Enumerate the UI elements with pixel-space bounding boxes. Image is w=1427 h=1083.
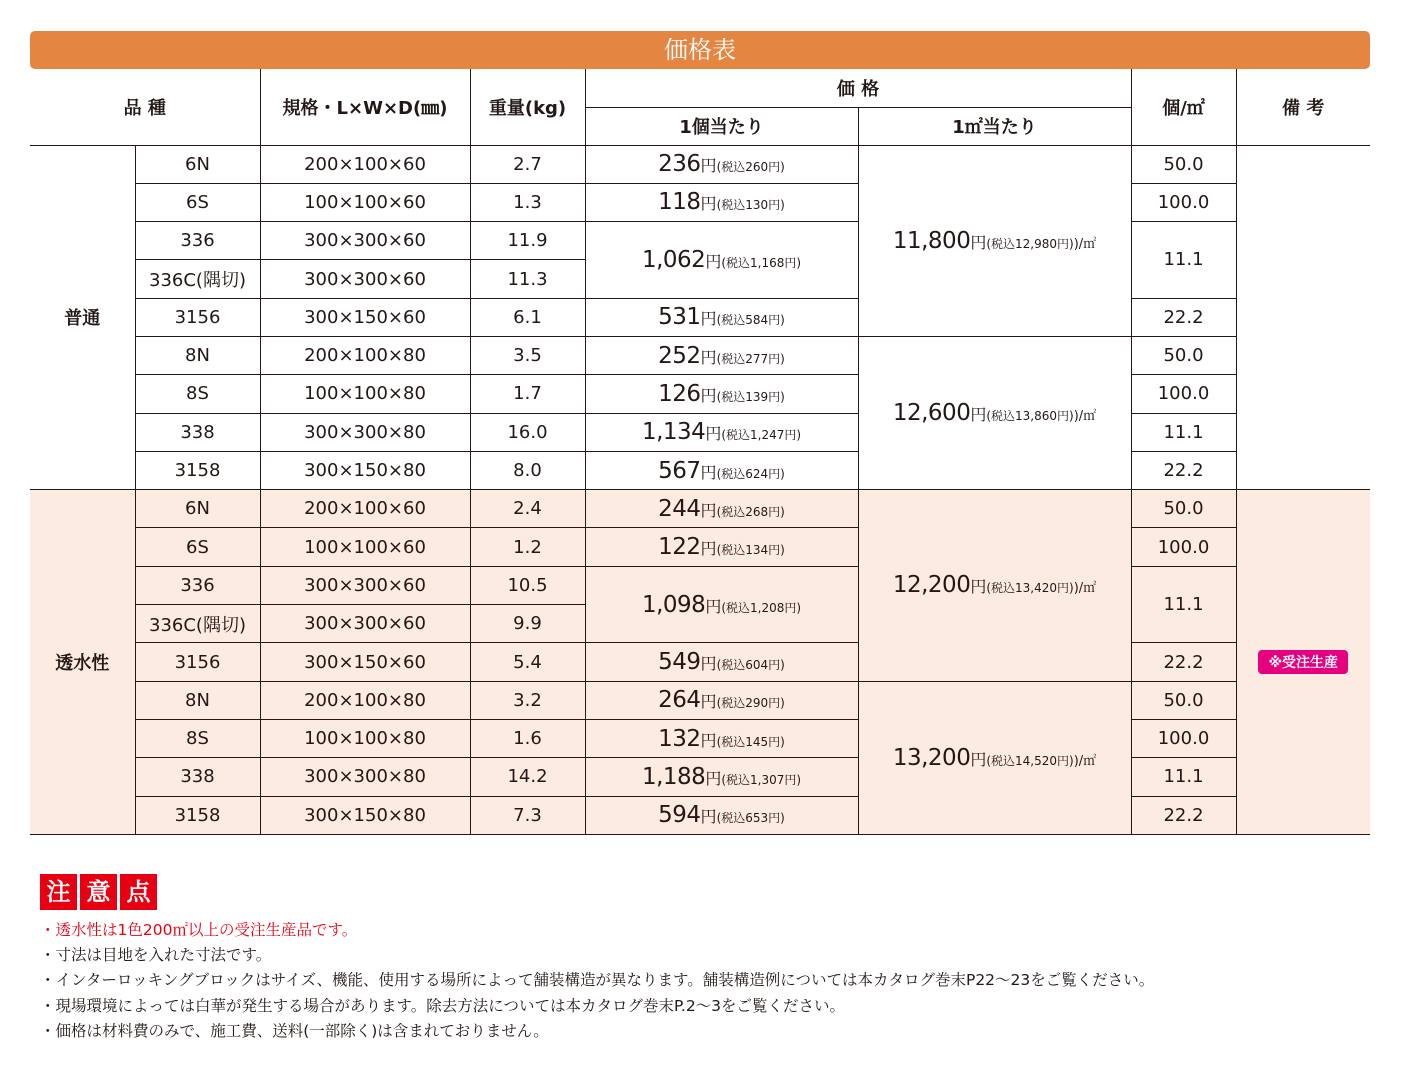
spec-cell: 300×300×60 [260,260,470,298]
variety-cell: 8N [135,336,260,374]
tax-included-price: (税込1,307円) [721,772,802,787]
yen-unit: 円 [700,156,717,176]
variety-cell: 3156 [135,643,260,681]
table-row [30,222,1370,260]
tax-included-price: (税込13,420円) [986,581,1074,596]
variety-cell: 6S [135,183,260,221]
spec-cell: 200×100×60 [260,145,470,183]
yen-unit: 円 [970,749,987,769]
pcs-cell: 50.0 [1131,681,1236,719]
table-row [30,145,1370,183]
spec-cell: 200×100×80 [260,681,470,719]
header-pcs-per-sqm: 個/㎡ [1131,69,1236,145]
price-table-title: 価格表 [30,31,1370,69]
price-per-piece-cell [585,413,858,451]
group-name: 普通 [30,145,135,490]
yen-unit: 円 [700,309,717,329]
note-item: ・寸法は目地を入れた寸法です。 [40,946,272,965]
variety-cell: 3156 [135,298,260,336]
variety-cell: 3158 [135,796,260,834]
tax-included-price: (税込14,520円) [986,753,1074,768]
yen-unit: 円 [705,596,722,616]
weight-cell: 1.3 [470,183,585,221]
yen-unit: 円 [705,251,722,271]
header-per-sqm: 1㎡当たり [858,107,1131,145]
price-value: 12,200 [892,572,971,599]
tax-included-price: (税込13,860円) [986,409,1074,424]
price-value: 1,098 [641,591,706,618]
tax-included-price: (税込290円) [716,696,785,711]
price-value: 132 [658,725,701,752]
table-row [30,183,1370,221]
spec-cell: 300×150×80 [260,451,470,489]
weight-cell: 16.0 [470,413,585,451]
price-value: 118 [658,189,701,216]
weight-cell: 2.4 [470,490,585,528]
per-sqm-unit: )/㎡ [1073,581,1097,597]
tax-included-price: (税込604円) [716,658,785,672]
price-per-piece-cell [585,643,858,681]
price-per-piece-cell [585,375,858,413]
price-value: 11,800 [892,227,971,254]
spec-cell: 100×100×80 [260,719,470,757]
tax-included-price: (税込584円) [716,313,785,328]
yen-unit: 円 [705,768,722,788]
pcs-cell: 100.0 [1131,183,1236,221]
variety-cell: 6N [135,490,260,528]
yen-unit: 円 [700,347,717,367]
pcs-cell: 11.1 [1131,758,1236,796]
variety-cell: 6N [135,145,260,183]
price-value: 244 [658,495,701,522]
table-row [30,413,1370,451]
yen-unit: 円 [705,424,722,444]
weight-cell: 1.2 [470,528,585,566]
price-per-piece-cell [585,183,858,221]
price-per-sqm-cell [858,336,1131,489]
price-per-piece-cell [585,490,858,528]
weight-cell: 14.2 [470,758,585,796]
pcs-cell: 22.2 [1131,643,1236,681]
tax-included-price: (税込1,168円) [721,255,802,270]
spec-cell: 300×150×80 [260,796,470,834]
variety-cell: 338 [135,413,260,451]
notes-section [40,874,1340,1044]
variety-cell: 8S [135,375,260,413]
table-row [30,490,1370,528]
weight-cell: 9.9 [470,605,585,643]
note-item: ・透水性は1色200㎡以上の受注生産品です。 [40,921,358,939]
tax-included-price: (税込130円) [716,198,785,213]
header-per-piece: 1個当たり [585,107,858,145]
per-sqm-unit: )/㎡ [1073,236,1097,252]
pcs-cell: 11.1 [1131,222,1236,299]
header-price: 価 格 [585,69,1131,107]
table-row [30,566,1370,604]
yen-unit: 円 [700,692,717,712]
price-value: 12,600 [892,400,971,427]
weight-cell: 3.5 [470,336,585,374]
yen-unit: 円 [970,405,987,425]
pcs-cell: 22.2 [1131,298,1236,336]
variety-cell: 336C(隅切) [135,605,260,643]
pcs-cell: 22.2 [1131,796,1236,834]
tax-included-price: (税込260円) [716,160,785,175]
pcs-cell: 100.0 [1131,375,1236,413]
weight-cell: 2.7 [470,145,585,183]
variety-cell: 336C(隅切) [135,260,260,298]
price-value: 1,188 [641,763,706,790]
weight-cell: 10.5 [470,566,585,604]
table-row [30,375,1370,413]
price-value: 549 [658,649,701,675]
made-to-order-badge: ※受注生産 [1258,650,1348,674]
tax-included-price: (税込145円) [716,734,785,749]
group-name: 透水性 [30,490,135,835]
price-value: 264 [658,687,701,714]
pcs-cell: 50.0 [1131,490,1236,528]
spec-cell: 100×100×60 [260,183,470,221]
yen-unit: 円 [700,539,717,559]
price-per-sqm-cell [858,145,1131,336]
tax-included-price: (税込268円) [716,504,785,519]
table-row [30,451,1370,489]
spec-cell: 200×100×60 [260,490,470,528]
header-spec: 規格・L×W×D(㎜) [260,69,470,145]
spec-cell: 100×100×60 [260,528,470,566]
pcs-cell: 50.0 [1131,145,1236,183]
yen-unit: 円 [970,577,987,597]
note-item: ・現場環境によっては白華が発生する場合があります。除去方法については本カタログ巻末P.2〜3をご覧ください。 [40,996,846,1015]
header-weight: 重量(kg) [470,69,585,145]
yen-unit: 円 [970,232,987,252]
header-remarks: 備 考 [1236,69,1370,145]
weight-cell: 1.7 [470,375,585,413]
variety-cell: 336 [135,222,260,260]
price-per-piece-cell [585,145,858,183]
spec-cell: 300×300×60 [260,605,470,643]
price-value: 1,062 [641,246,706,273]
spec-cell: 300×300×80 [260,413,470,451]
per-sqm-unit: )/㎡ [1073,753,1097,769]
variety-cell: 6S [135,528,260,566]
price-per-piece-cell [585,298,858,336]
spec-cell: 300×300×60 [260,222,470,260]
price-value: 531 [658,304,701,331]
table-row [30,298,1370,336]
price-per-piece-cell [585,566,858,643]
variety-cell: 338 [135,758,260,796]
weight-cell: 11.9 [470,222,585,260]
price-value: 13,200 [892,744,971,771]
per-sqm-unit: )/㎡ [1073,409,1097,425]
pcs-cell: 100.0 [1131,719,1236,757]
table-row [30,681,1370,719]
table-row [30,796,1370,834]
table-row [30,719,1370,757]
weight-cell: 11.3 [470,260,585,298]
variety-cell: 8S [135,719,260,757]
price-value: 236 [658,151,701,178]
tax-included-price: (税込624円) [716,466,785,481]
price-value: 567 [658,457,701,484]
pcs-cell: 50.0 [1131,336,1236,374]
price-per-piece-cell [585,681,858,719]
variety-cell: 336 [135,566,260,604]
pcs-cell: 22.2 [1131,451,1236,489]
table-row [30,528,1370,566]
weight-cell: 8.0 [470,451,585,489]
remarks-cell [1236,490,1370,835]
price-value: 122 [658,534,701,561]
tax-included-price: (税込1,247円) [721,428,802,443]
weight-cell: 3.2 [470,681,585,719]
price-per-piece-cell [585,758,858,796]
price-per-piece-cell [585,719,858,757]
variety-cell: 3158 [135,451,260,489]
variety-cell: 8N [135,681,260,719]
yen-unit: 円 [700,385,717,405]
spec-cell: 300×300×60 [260,566,470,604]
table-row [30,336,1370,374]
price-per-piece-cell [585,528,858,566]
table-row [30,758,1370,796]
spec-cell: 200×100×80 [260,336,470,374]
weight-cell: 5.4 [470,643,585,681]
price-per-piece-cell [585,796,858,834]
yen-unit: 円 [700,654,717,673]
spec-cell: 300×150×60 [260,643,470,681]
tax-included-price: (税込139円) [716,389,785,404]
weight-cell: 6.1 [470,298,585,336]
weight-cell: 1.6 [470,719,585,757]
header-variety: 品 種 [30,69,260,145]
spec-cell: 300×150×60 [260,298,470,336]
spec-cell: 100×100×80 [260,375,470,413]
note-item: ・価格は材料費のみで、施工費、送料(一部除く)は含まれておりません。 [40,1021,549,1040]
price-per-piece-cell [585,336,858,374]
tax-included-price: (税込1,208円) [721,600,802,615]
price-value: 1,134 [641,419,706,446]
note-item: ・インターロッキングブロックはサイズ、機能、使用する場所によって舗装構造が異なります。舗装構造例については本カタログ巻末P22〜23をご覧ください。 [40,971,1155,990]
price-per-piece-cell [585,222,858,299]
yen-unit: 円 [700,194,717,214]
yen-unit: 円 [700,500,717,520]
tax-included-price: (税込277円) [716,351,785,366]
price-per-piece-cell [585,451,858,489]
yen-unit: 円 [700,462,717,482]
price-value: 252 [658,342,701,369]
price-table [30,69,1370,835]
tax-included-price: (税込134円) [716,543,785,558]
pcs-cell: 11.1 [1131,413,1236,451]
remarks-cell [1236,145,1370,490]
tax-included-price: (税込12,980円) [986,236,1074,251]
table-row [30,643,1370,681]
weight-cell: 7.3 [470,796,585,834]
spec-cell: 300×300×80 [260,758,470,796]
notes-title: 注 意 点 [40,874,1340,910]
pcs-cell: 100.0 [1131,528,1236,566]
yen-unit: 円 [700,807,717,827]
price-per-sqm-cell [858,681,1131,834]
price-value: 126 [658,380,701,407]
tax-included-price: (税込653円) [716,811,785,826]
pcs-cell: 11.1 [1131,566,1236,643]
notes-list [40,918,1340,1044]
price-value: 594 [658,802,701,829]
price-per-sqm-cell [858,490,1131,681]
yen-unit: 円 [700,730,717,750]
